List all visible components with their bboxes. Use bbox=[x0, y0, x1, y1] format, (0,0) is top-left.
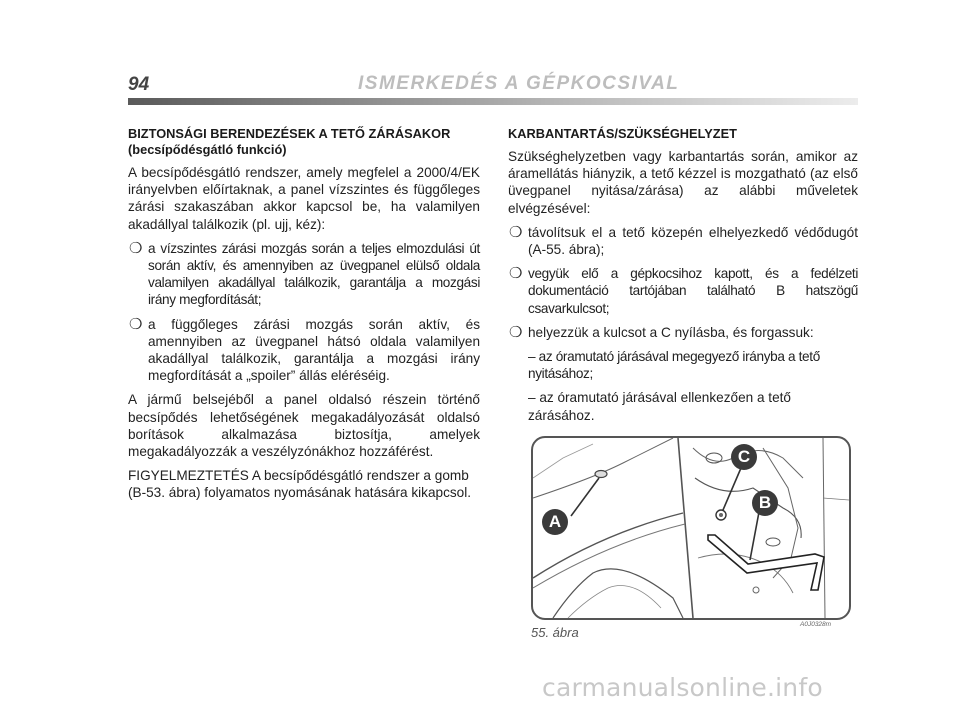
bullet-icon: ❍ bbox=[509, 323, 523, 341]
list-item-text: vegyük elő a gépkocsihoz kapott, és a fedélzeti dokumentáció tartójában található B hatszögű csavarkulcsot; bbox=[528, 266, 858, 316]
list-item-text: távolítsuk el a tető közepén elhelyezkedő védődugót (A-55. ábra); bbox=[528, 224, 858, 258]
warning-paragraph: FIGYELMEZTETÉS A becsípődésgátló rendszer a gomb (B-53. ábra) folyamatos nyomásának hatására kikapcsol. bbox=[128, 468, 472, 501]
bullet-icon: ❍ bbox=[129, 315, 143, 333]
bullet-icon: ❍ bbox=[509, 223, 523, 241]
callout-a: A bbox=[542, 509, 568, 535]
list-item bbox=[128, 316, 480, 385]
list-item bbox=[508, 265, 858, 317]
figure-caption: 55. ábra bbox=[531, 625, 579, 640]
list-item bbox=[128, 240, 480, 309]
left-column bbox=[128, 126, 480, 509]
right-column bbox=[508, 126, 858, 431]
callout-c: C bbox=[731, 444, 757, 470]
list-item-text: helyezzük a kulcsot a C nyílásba, és forgassuk: bbox=[528, 324, 814, 340]
bullet-icon: ❍ bbox=[509, 265, 523, 283]
dash-item: – az óramutató járásával megegyező irányba a tető nyitásához; bbox=[528, 349, 820, 382]
safety-intro-paragraph: A becsípődésgátló rendszer, amely megfelel a 2000/4/EK irányelvben előírtaknak, a panel vízszintes és függőleges zárási szakaszában akkor kapcsol be, ha valamilyen akadállyal találkozik (pl. ujj, kéz): bbox=[128, 165, 480, 232]
roof-illustration bbox=[531, 436, 851, 620]
list-item-text: a vízszintes zárási mozgás során a teljes elmozdulási út során aktív, és amennyiben az üvegpanel elülső oldala valamilyen akadállyal találkozik, garantálja a mozgási irány megfordítását; bbox=[148, 240, 480, 308]
page-number: 94 bbox=[128, 74, 150, 95]
list-item-text: a függőleges zárási mozgás során aktív, és amennyiben az üvegpanel hátsó oldala valamilyen akadállyal találkozik, garantálja a mozgási irány megfordítását a „spoiler” állás eléréséig. bbox=[148, 316, 480, 384]
section-heading-maintenance: KARBANTARTÁS/SZÜKSÉGHELYZET bbox=[508, 126, 737, 141]
dash-item: – az óramutató járásával ellenkezően a tető zárásához. bbox=[528, 390, 791, 423]
roof-illustration-drawing bbox=[533, 438, 849, 618]
maintenance-intro-paragraph: Szükséghelyzetben vagy karbantartás során, amikor az áramellátás hiányzik, a tető kézzel is mozgatható (az első üvegpanel nyitása/zárása) az alábbi műveletek elvégzésével: bbox=[508, 149, 858, 216]
section-subheading-antipinch: (becsípődésgátló funkció) bbox=[128, 142, 287, 157]
watermark: carmanualsonline.info bbox=[542, 673, 823, 702]
chapter-title: ISMERKEDÉS A GÉPKOCSIVAL bbox=[358, 73, 680, 94]
callout-b: B bbox=[752, 490, 778, 516]
header-rule bbox=[128, 98, 858, 105]
side-cover-paragraph: A jármű belsejéből a panel oldalsó részein történő becsípődés lehetőségének megakadályozását oldalsó borítások alkalmazása biztosítja, amelyek megakadályozzák a veszélyzónákhoz hozzáférést. bbox=[128, 392, 480, 460]
list-item bbox=[508, 224, 858, 258]
section-heading-safety: BIZTONSÁGI BERENDEZÉSEK A TETŐ ZÁRÁSAKOR bbox=[128, 126, 451, 141]
list-item bbox=[508, 324, 858, 341]
bullet-icon: ❍ bbox=[129, 239, 143, 257]
figure-code: A0J0328m bbox=[800, 621, 832, 628]
